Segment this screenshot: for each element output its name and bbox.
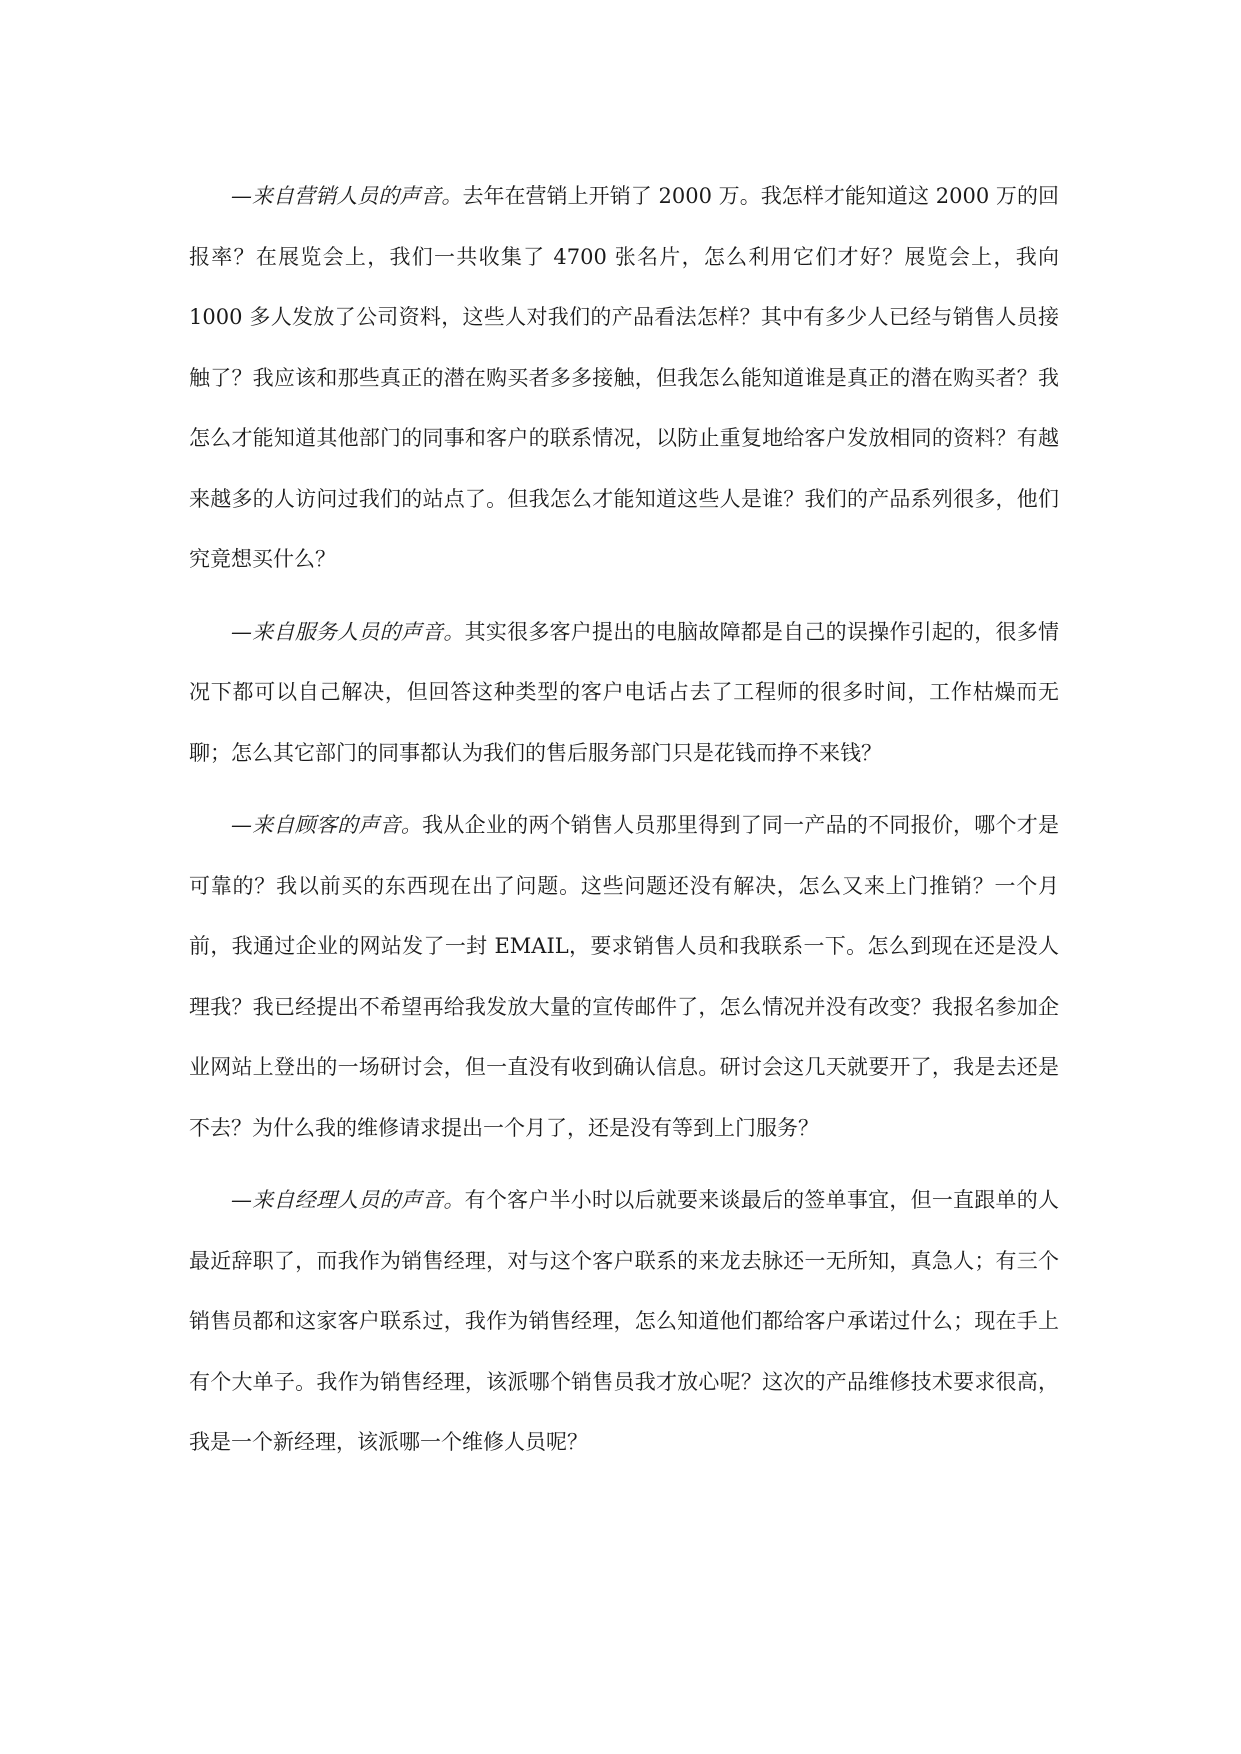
paragraph-customer — [189, 795, 1059, 1158]
paragraph-service — [189, 602, 1059, 784]
paragraph-text: 有个客户半小时以后就要来谈最后的签单事宜，但一直跟单的人最近辞职了，而我作为销售经理，对与这个客户联系的来龙去脉还一无所知，真急人；有三个销售员都和这家客户联系过，我作为销售经理，怎么知道他们都给客户承诺过什么；现在手上有个大单子。我作为销售经理，该派哪个销售员我才放心呢？这次的产品维修技术要求很高，我是一个新经理，该派哪一个维修人员呢？ — [189, 1188, 1060, 1454]
paragraph-text: 我从企业的两个销售人员那里得到了同一产品的不同报价，哪个才是可靠的？我以前买的东西现在出了问题。这些问题还没有解决，怎么又来上门推销？一个月前，我通过企业的网站发了一封 EMAIL，要求销售人员和我联系一下。怎么到现在还是没人理我？我已经提出不希望再给我发放大量的宣传邮件了，怎么情况并没有改变？我报名参加企业网站上登出的一场研讨会，但一直没有收到确认信息。研讨会这几天就要开了，我是去还是不去？为什么我的维修请求提出一个月了，还是没有等到上门服务？ — [189, 813, 1060, 1140]
paragraph-marketing — [189, 166, 1059, 590]
speaker-label: —来自服务人员的声音。 — [231, 619, 465, 644]
speaker-label: —来自营销人员的声音。 — [231, 184, 463, 208]
paragraph-text: 去年在营销上开销了 2000 万。我怎样才能知道这 2000 万的回报率？在展览会上，我们一共收集了 4700 张名片，怎么利用它们才好？展览会上，我向 1000 多人发放了公司资料，这些人对我们的产品看法怎样？其中有多少人已经与销售人员接触了？我应该和那些真正的潜在购买者多多接触，但我怎么能知道谁是真正的潜在购买者？我怎么才能知道其他部门的同事和客户的联系情况，以防止重复地给客户发放相同的资料？有越来越多的人访问过我们的站点了。但我怎么才能知道这些人是谁？我们的产品系列很多，他们究竟想买什么？ — [189, 184, 1059, 571]
speaker-label: —来自顾客的声音。 — [231, 813, 423, 837]
speaker-label: —来自经理人员的声音。 — [231, 1188, 465, 1212]
paragraph-text: 其实很多客户提出的电脑故障都是自己的误操作引起的，很多情况下都可以自己解决，但回答这种类型的客户电话占去了工程师的很多时间，工作枯燥而无聊；怎么其它部门的同事都认为我们的售后服务部门只是花钱而挣不来钱？ — [189, 619, 1060, 765]
document-body — [189, 166, 1059, 1485]
paragraph-manager — [189, 1170, 1059, 1473]
